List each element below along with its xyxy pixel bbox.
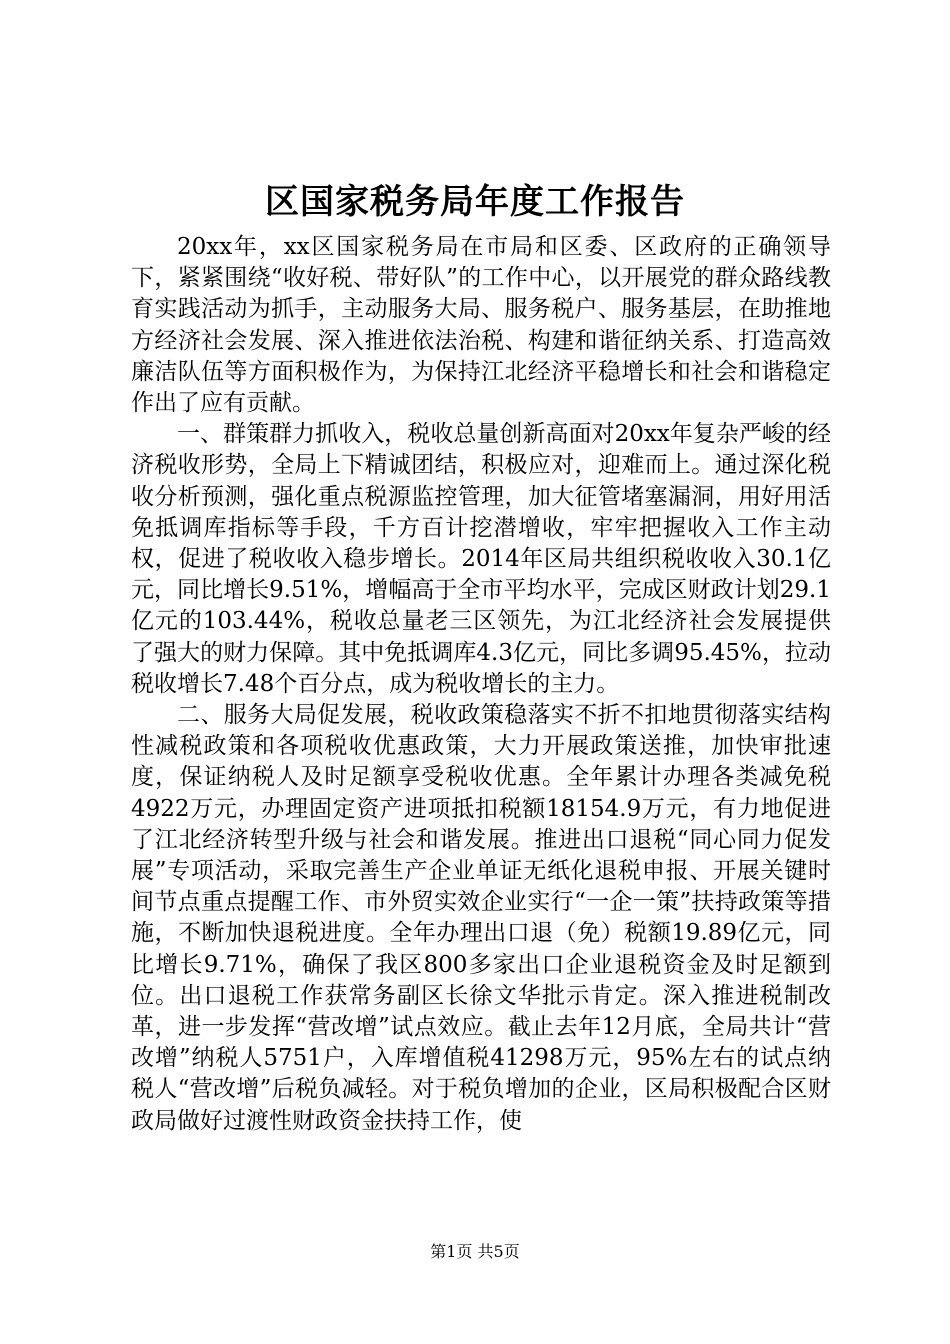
paragraph-section-2: 二、服务大局促发展，税收政策稳落实不折不扣地贯彻落实结构性减税政策和各项税收优惠政策，大力开展政策送推，加快审批速度，保证纳税人及时足额享受税收优惠。全年累计办理各类减免税4922万元，办理固定资产进项抵扣税额18154.9万元，有力地促进了江北经济转型升级与社会和谐发展。推进出口退税“同心同力促发展”专项活动，采取完善生产企业单证无纸化退税申报、开展关键时间节点重点提醒工作、市外贸实效企业实行“一企一策”扶持政策等措施，不断加快退税进度。全年办理出口退（免）税额19.89亿元，同比增长9.71%，确保了我区800多家出口企业退税资金及时足额到位。出口退税工作获常务副区长徐文华批示肯定。深入推进税制改革，进一步发挥“营改增”试点效应。截止去年12月底，全局共计“营改增”纳税人5751户，入库增值税41298万元，95%左右的试点纳税人“营改增”后税负减轻。对于税负增加的企业，区局积极配合区财政局做好过渡性财政资金扶持工作，使	[131, 702, 831, 1134]
paragraph-intro: 20xx年，xx区国家税务局在市局和区委、区政府的正确领导下，紧紧围绕“收好税、带好队”的工作中心，以开展党的群众路线教育实践活动为抓手，主动服务大局、服务税户、服务基层，在助推地方经济社会发展、深入推进依法治税、构建和谐征纳关系、打造高效廉洁队伍等方面积极作为，为保持江北经济平稳增长和社会和谐稳定作出了应有贡献。	[131, 234, 831, 417]
paragraph-section-1: 一、群策群力抓收入，税收总量创新高面对20xx年复杂严峻的经济税收形势，全局上下精诚团结，积极应对，迎难而上。通过深化税收分析预测，强化重点税源监控管理，加大征管堵塞漏洞，用好用活免抵调库指标等手段，千方百计挖潜增收，牢牢把握收入工作主动权，促进了税收收入稳步增长。2014年区局共组织税收收入30.1亿元，同比增长9.51%，增幅高于全市平均水平，完成区财政计划29.1亿元的103.44%，税收总量老三区领先，为江北经济社会发展提供了强大的财力保障。其中免抵调库4.3亿元，同比多调95.45%，拉动税收增长7.48个百分点，成为税收增长的主力。	[131, 421, 831, 697]
page-number-footer: 第1页 共5页	[430, 1242, 520, 1261]
document-title: 区国家税务局年度工作报告	[265, 182, 685, 222]
document-body	[131, 232, 831, 1137]
